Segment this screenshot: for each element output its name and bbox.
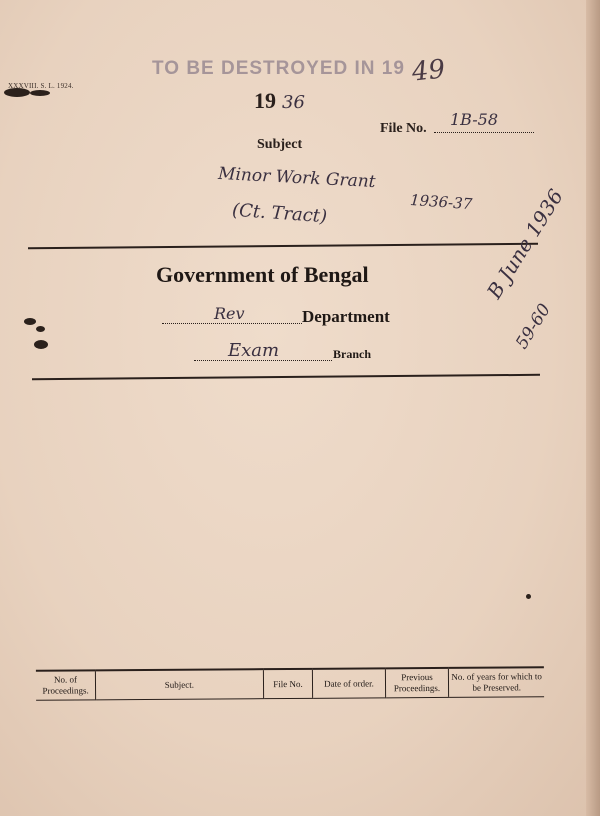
department-handwritten: Rev bbox=[214, 304, 245, 323]
col-years-preserved: No. of years for which to be Preserved. bbox=[449, 667, 544, 697]
ink-blot bbox=[30, 90, 50, 96]
file-no-handwritten: 1B-58 bbox=[450, 110, 498, 129]
year-printed: 19 bbox=[254, 88, 276, 113]
form-number: XXXVIII. S. L. 1924. bbox=[8, 82, 74, 90]
col-date-of-order: Date of order. bbox=[313, 668, 385, 698]
ink-blot bbox=[34, 340, 48, 349]
branch-handwritten: Exam bbox=[228, 340, 280, 361]
col-subject: Subject. bbox=[95, 669, 263, 700]
destroy-year-handwritten: 49 bbox=[410, 54, 447, 88]
cover-edge bbox=[586, 0, 600, 816]
branch-label: Branch bbox=[333, 347, 372, 361]
subject-label: Subject bbox=[257, 137, 303, 152]
proceedings-index-table bbox=[36, 666, 544, 701]
margin-note-number: 59-60 bbox=[512, 300, 555, 353]
ink-blot bbox=[24, 318, 36, 325]
file-no-dotted-line bbox=[434, 132, 534, 133]
table-header-row bbox=[36, 667, 544, 700]
margin-note-date: B June 1936 bbox=[482, 184, 569, 303]
department-dotted-line bbox=[162, 323, 302, 324]
subject-handwritten-line2: (Ct. Tract) bbox=[231, 199, 328, 228]
destroy-stamp: TO BE DESTROYED IN 19 bbox=[152, 58, 405, 79]
col-proceedings-no: No. of Proceedings. bbox=[36, 670, 96, 700]
year-handwritten: 36 bbox=[282, 92, 305, 113]
ink-blot bbox=[36, 326, 45, 332]
government-title: Government of Bengal bbox=[156, 262, 369, 287]
subject-handwritten-year: 1936-37 bbox=[409, 190, 473, 214]
col-file-no: File No. bbox=[263, 669, 313, 699]
col-previous-proceedings: Previous Proceedings. bbox=[385, 668, 449, 698]
file-no-label: File No. bbox=[380, 121, 427, 136]
ink-blot bbox=[526, 594, 531, 599]
department-label: Department bbox=[302, 307, 390, 326]
subject-handwritten-line1: Minor Work Grant bbox=[217, 163, 376, 193]
